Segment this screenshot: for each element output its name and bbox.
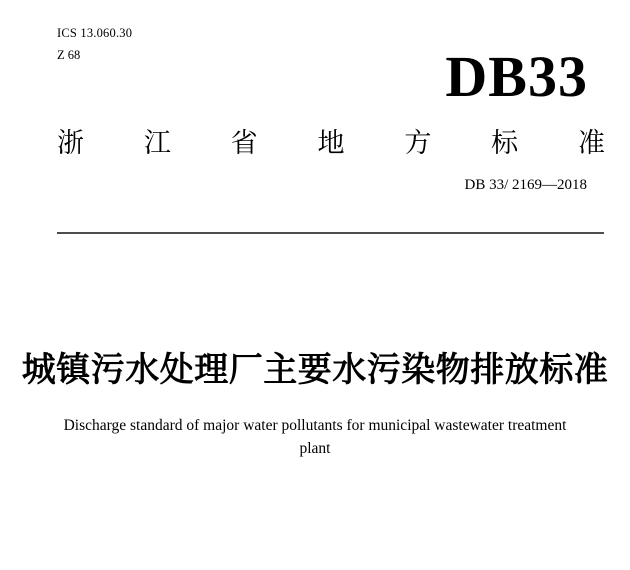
document-subtitle-en — [0, 414, 630, 460]
header-divider — [57, 232, 604, 234]
document-class-code: Z 68 — [57, 48, 81, 62]
standard-category-row — [57, 129, 605, 159]
standard-number: DB 33/ 2169—2018 — [464, 177, 587, 193]
document-title: 城镇污水处理厂主要水污染物排放标准 — [21, 351, 609, 389]
db33-logo: DB33 — [445, 44, 588, 109]
document-subtitle-line1: Discharge standard of major water pollutants for municipal wastewater treatment — [63, 417, 567, 434]
standard-category-char: 准 — [577, 128, 605, 158]
standard-category-char: 标 — [491, 128, 519, 158]
standard-category-char: 方 — [404, 128, 432, 158]
document-subtitle-line2: plant — [299, 440, 331, 457]
standard-category-char: 地 — [317, 128, 345, 158]
ics-code: ICS 13.060.30 — [57, 26, 133, 40]
standard-category-char: 江 — [143, 128, 171, 158]
standard-category-char: 浙 — [57, 128, 84, 158]
standard-category-char: 省 — [230, 128, 258, 158]
